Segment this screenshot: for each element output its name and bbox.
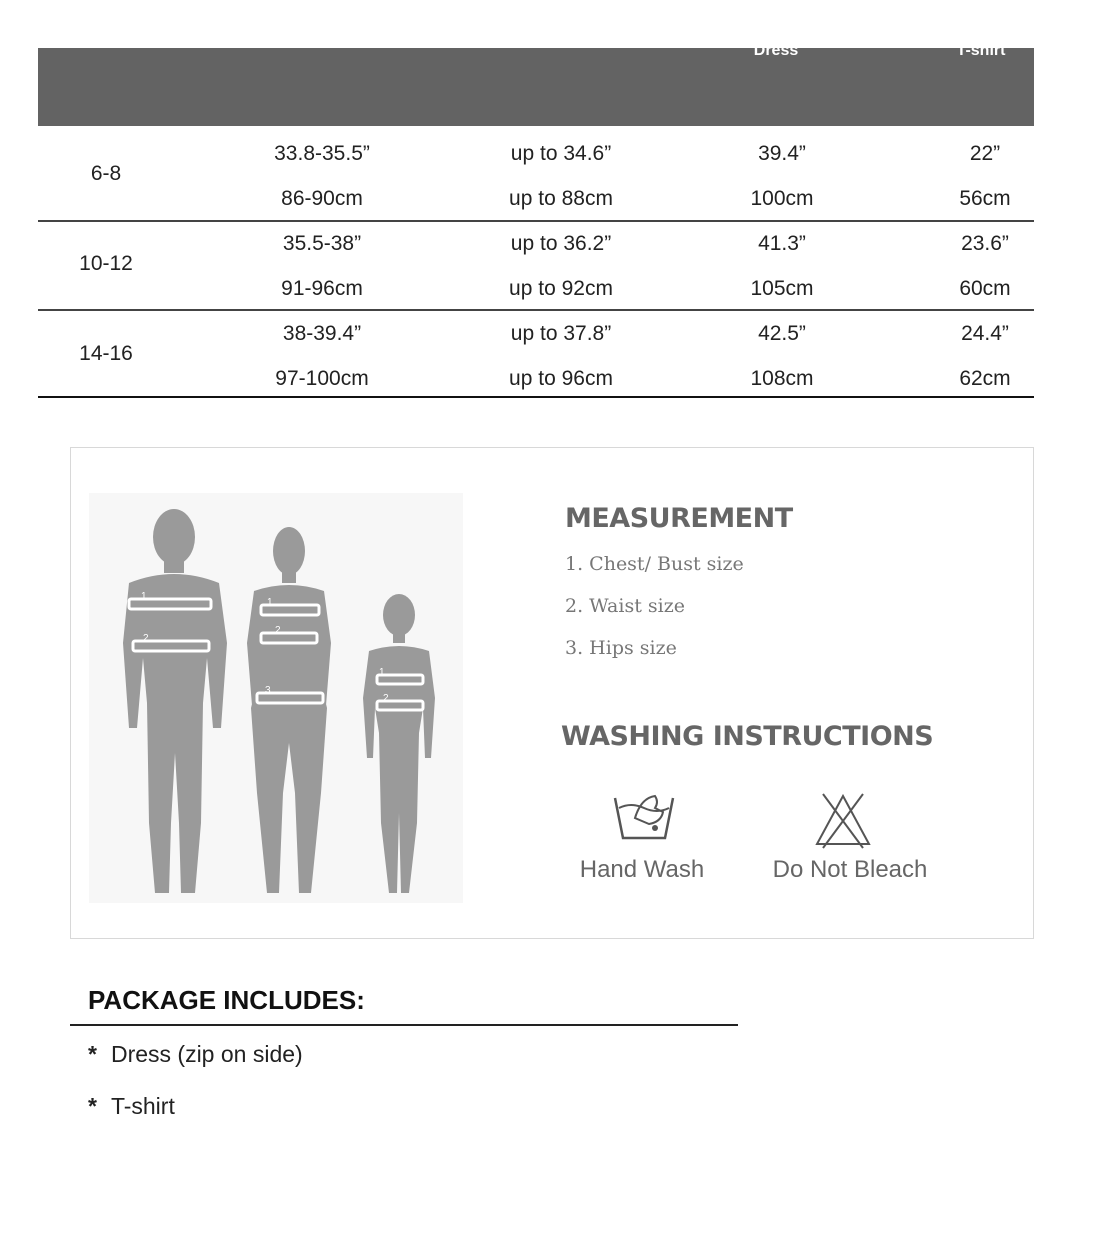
row-size: 6-8 — [90, 162, 122, 185]
row-dress-in: 41.3” — [758, 232, 806, 255]
row-tshirt-cm: 60cm — [959, 277, 1011, 300]
row-tshirt-in: 23.6” — [961, 232, 1009, 255]
row-tshirt-cm: 62cm — [959, 367, 1011, 390]
package-item: * Dress (zip on side) — [88, 1041, 303, 1067]
row-waist-cm: up to 92cm — [509, 277, 613, 300]
row-size: 14-16 — [79, 342, 133, 365]
header-length-dress: LENGTH Dress — [732, 14, 820, 59]
row-dress-cm: 105cm — [750, 277, 814, 300]
figure-label: 1 — [141, 591, 147, 602]
measurement-title: MEASUREMENT — [565, 503, 793, 534]
row-tshirt-cm: 56cm — [959, 187, 1011, 210]
row-waist-in: up to 37.8” — [510, 322, 612, 345]
header-waist: WAIST — [520, 14, 588, 37]
row-dress-in: 42.5” — [758, 322, 806, 345]
washing-title: WASHING INSTRUCTIONS — [561, 721, 934, 752]
row-tshirt-in: 22” — [969, 142, 1001, 165]
figure-label: 2 — [383, 693, 389, 704]
bullet-icon: * — [88, 1041, 97, 1067]
measurement-panel — [70, 447, 1034, 939]
do-not-bleach-icon — [813, 792, 873, 850]
row-dress-cm: 100cm — [750, 187, 814, 210]
bullet-icon: * — [88, 1093, 97, 1119]
body-silhouettes-icon — [89, 493, 463, 903]
header-length-tshirt: LENGTH T-shirt — [937, 14, 1025, 59]
row-bust-in: 33.8-35.5” — [274, 142, 370, 165]
figure-label: 2 — [275, 625, 281, 636]
row-bust-cm: 97-100cm — [275, 367, 369, 390]
package-title: PACKAGE INCLUDES: — [88, 985, 365, 1015]
header-bust: BUST — [286, 14, 344, 37]
row-waist-cm: up to 88cm — [509, 187, 613, 210]
row-divider — [38, 220, 1034, 222]
row-dress-in: 39.4” — [758, 142, 806, 165]
header-aus-size: AUS Size — [66, 14, 160, 37]
row-waist-cm: up to 96cm — [509, 367, 613, 390]
table-bottom-border — [38, 396, 1034, 398]
row-waist-in: up to 34.6” — [510, 142, 612, 165]
figure-label: 1 — [379, 667, 385, 678]
row-bust-in: 35.5-38” — [282, 232, 362, 255]
row-bust-cm: 86-90cm — [281, 187, 363, 210]
row-bust-cm: 91-96cm — [281, 277, 363, 300]
figure-label: 3 — [265, 685, 271, 696]
row-dress-cm: 108cm — [750, 367, 814, 390]
size-table-header — [38, 48, 1034, 126]
hand-wash-icon — [611, 788, 677, 844]
body-figures-illustration — [89, 493, 463, 903]
figure-label: 2 — [143, 633, 149, 644]
row-waist-in: up to 36.2” — [510, 232, 612, 255]
row-bust-in: 38-39.4” — [282, 322, 362, 345]
row-tshirt-in: 24.4” — [961, 322, 1009, 345]
hand-wash-label: Hand Wash — [579, 856, 705, 883]
row-size: 10-12 — [79, 252, 133, 275]
measurement-item: 2. Waist size — [565, 595, 685, 617]
figure-label: 1 — [267, 597, 273, 608]
package-item: * T-shirt — [88, 1093, 175, 1119]
package-divider — [70, 1024, 738, 1026]
row-divider — [38, 309, 1034, 311]
measurement-item: 3. Hips size — [565, 637, 677, 659]
measurement-item: 1. Chest/ Bust size — [565, 553, 744, 575]
do-not-bleach-label: Do Not Bleach — [772, 856, 928, 883]
